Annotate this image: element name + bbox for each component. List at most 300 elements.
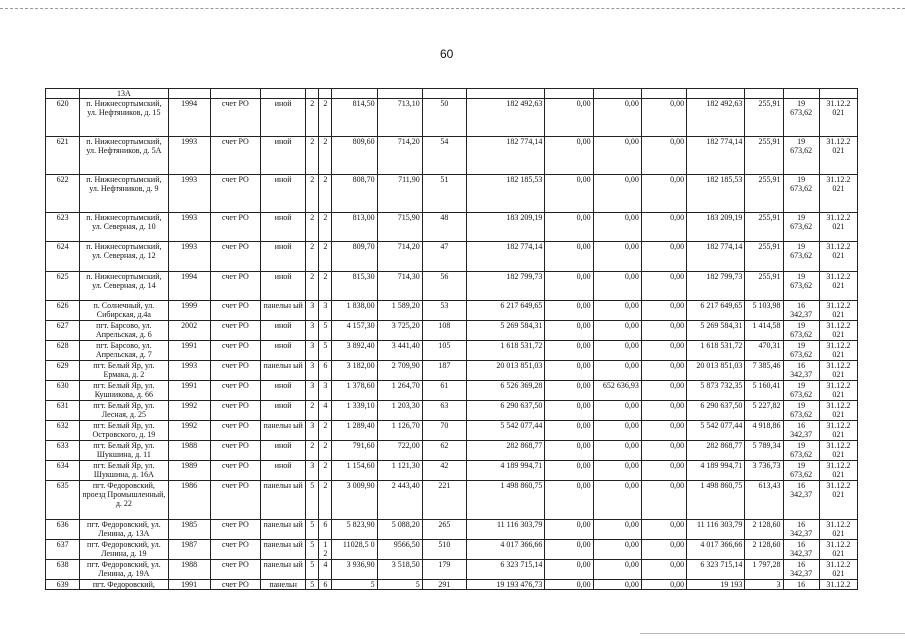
fund-account-cell: счет РО: [210, 441, 260, 461]
total-cost-cell: 6 290 637,50: [467, 401, 545, 421]
budget-local-cell: 0,00: [641, 175, 686, 213]
budget-federal-cell: 0,00: [545, 242, 593, 272]
year-built-cell: 1994: [168, 99, 210, 137]
fund-account-cell: счет РО: [210, 361, 260, 381]
year-built-cell: 1987: [168, 540, 210, 560]
budget-regional-cell: 0,00: [593, 137, 641, 175]
year-built-cell: 1993: [168, 175, 210, 213]
year-built-cell: 1991: [168, 341, 210, 361]
budget-federal-cell: 0,00: [545, 481, 593, 520]
budget-regional-cell: 0,00: [593, 242, 641, 272]
table-row: [46, 341, 858, 361]
fund-account-cell: счет РО: [210, 99, 260, 137]
row-number-cell: 624: [46, 242, 80, 272]
cost-per-sqm-cell: 255,91: [745, 213, 783, 242]
address-cell: пгт. Федоровский,: [80, 580, 168, 590]
row-number-cell: 630: [46, 381, 80, 401]
table-row: [46, 461, 858, 481]
budget-local-cell: 0,00: [641, 481, 686, 520]
floors-min-cell: 2: [306, 401, 319, 421]
fund-account-cell: счет РО: [210, 301, 260, 321]
budget-regional-cell: 0,00: [593, 540, 641, 560]
wall-material-cell: панельн ый: [261, 540, 306, 560]
living-area-cell: 1 121,30: [377, 461, 422, 481]
residents-cell: 42: [422, 461, 466, 481]
cost-per-sqm-cell: 255,91: [745, 99, 783, 137]
total-area-cell: 1 154,60: [332, 461, 377, 481]
budget-regional-cell: 652 636,93: [593, 381, 641, 401]
limit-cost-sqm-cell: 19 673,62: [783, 461, 819, 481]
wall-material-cell: иной: [261, 441, 306, 461]
living-area-cell: 711,90: [377, 175, 422, 213]
residents-cell: 291: [422, 580, 466, 590]
total-area-cell: 3 182,00: [332, 361, 377, 381]
total-cost-cell: 5 542 077,44: [467, 421, 545, 441]
budget-federal-cell: 0,00: [545, 321, 593, 341]
total-cost-cell: 19 193 476,73: [467, 580, 545, 590]
living-area-cell: 714,30: [377, 272, 422, 301]
budget-regional-cell: 0,00: [593, 560, 641, 580]
fund-account-cell: счет РО: [210, 520, 260, 540]
address-cell: пгт. Федоровский, ул. Ленина, д. 19А: [80, 560, 168, 580]
row-number-cell: 622: [46, 175, 80, 213]
living-area-cell: 3 518,50: [377, 560, 422, 580]
living-area-cell: 5: [377, 580, 422, 590]
budget-local-cell: 0,00: [641, 361, 686, 381]
row-number-cell: 632: [46, 421, 80, 441]
budget-federal-cell: 0,00: [545, 560, 593, 580]
wall-material-cell: панельн: [261, 580, 306, 590]
address-cell: пгт. Белый Яр, ул. Островского, д. 19: [80, 421, 168, 441]
planned-date-cell: 31.12.2 021: [819, 175, 857, 213]
living-area-cell: 714,20: [377, 242, 422, 272]
total-cost-cell: 182 774,14: [467, 137, 545, 175]
wall-material-cell: иной: [261, 381, 306, 401]
address-cell: пгт. Белый Яр, ул. Лесная, д. 25: [80, 401, 168, 421]
total-area-cell: 814,50: [332, 99, 377, 137]
living-area-cell: 5 088,20: [377, 520, 422, 540]
owners-funds-cell: 5 542 077,44: [687, 421, 745, 441]
residents-cell: 108: [422, 321, 466, 341]
wall-material-cell: панельн ый: [261, 520, 306, 540]
year-built-cell: 1999: [168, 301, 210, 321]
floors-max-cell: 4: [319, 560, 332, 580]
table-row: [46, 540, 858, 560]
table-row: [46, 272, 858, 301]
prev-row-tail: 13А: [80, 89, 168, 99]
total-area-cell: 1 838,00: [332, 301, 377, 321]
address-cell: п. Нижнесортымский, ул. Северная, д. 14: [80, 272, 168, 301]
cost-per-sqm-cell: 5 789,34: [745, 441, 783, 461]
row-number-cell: 629: [46, 361, 80, 381]
cost-per-sqm-cell: 2 128,60: [745, 540, 783, 560]
floors-max-cell: 3: [319, 381, 332, 401]
residents-cell: 50: [422, 99, 466, 137]
total-cost-cell: 183 209,19: [467, 213, 545, 242]
limit-cost-sqm-cell: 16 342,37: [783, 560, 819, 580]
table-row: [46, 175, 858, 213]
wall-material-cell: панельн ый: [261, 361, 306, 381]
address-cell: пгт. Барсово, ул. Апрельская, д. 6: [80, 321, 168, 341]
budget-regional-cell: 0,00: [593, 301, 641, 321]
total-cost-cell: 182 492,63: [467, 99, 545, 137]
budget-federal-cell: 0,00: [545, 213, 593, 242]
year-built-cell: 1988: [168, 441, 210, 461]
owners-funds-cell: 5 873 732,35: [687, 381, 745, 401]
year-built-cell: 1992: [168, 421, 210, 441]
floors-max-cell: 2: [319, 272, 332, 301]
owners-funds-cell: 282 868,77: [687, 441, 745, 461]
row-number-cell: 620: [46, 99, 80, 137]
planned-date-cell: 31.12.2 021: [819, 213, 857, 242]
address-cell: пгт. Белый Яр, ул. Ермака, д. 2: [80, 361, 168, 381]
planned-date-cell: 31.12.2 021: [819, 481, 857, 520]
table-row: [46, 99, 858, 137]
residents-cell: 48: [422, 213, 466, 242]
cost-per-sqm-cell: 1 797,28: [745, 560, 783, 580]
floors-max-cell: 1 2: [319, 540, 332, 560]
residents-cell: 179: [422, 560, 466, 580]
floors-max-cell: 2: [319, 213, 332, 242]
planned-date-cell: 31.12.2 021: [819, 242, 857, 272]
living-area-cell: 2 709,90: [377, 361, 422, 381]
total-area-cell: 1 339,10: [332, 401, 377, 421]
limit-cost-sqm-cell: 19 673,62: [783, 213, 819, 242]
living-area-cell: 1 203,30: [377, 401, 422, 421]
living-area-cell: 715,90: [377, 213, 422, 242]
total-area-cell: 4 157,30: [332, 321, 377, 341]
fund-account-cell: счет РО: [210, 381, 260, 401]
budget-federal-cell: 0,00: [545, 381, 593, 401]
year-built-cell: 1991: [168, 381, 210, 401]
total-cost-cell: 20 013 851,03: [467, 361, 545, 381]
budget-federal-cell: 0,00: [545, 137, 593, 175]
budget-local-cell: 0,00: [641, 580, 686, 590]
owners-funds-cell: 6 217 649,65: [687, 301, 745, 321]
residents-cell: 221: [422, 481, 466, 520]
fund-account-cell: счет РО: [210, 421, 260, 441]
budget-regional-cell: 0,00: [593, 213, 641, 242]
planned-date-cell: 31.12.2 021: [819, 321, 857, 341]
table-row: [46, 421, 858, 441]
floors-min-cell: 2: [306, 242, 319, 272]
cost-per-sqm-cell: 470,31: [745, 341, 783, 361]
owners-funds-cell: 1 618 531,72: [687, 341, 745, 361]
budget-regional-cell: 0,00: [593, 175, 641, 213]
scan-edge-top: [0, 8, 905, 9]
fund-account-cell: счет РО: [210, 321, 260, 341]
planned-date-cell: 31.12.2 021: [819, 99, 857, 137]
cost-per-sqm-cell: 3: [745, 580, 783, 590]
budget-local-cell: 0,00: [641, 560, 686, 580]
limit-cost-sqm-cell: 19 673,62: [783, 175, 819, 213]
wall-material-cell: иной: [261, 341, 306, 361]
planned-date-cell: 31.12.2 021: [819, 520, 857, 540]
year-built-cell: 1993: [168, 242, 210, 272]
table-row: [46, 361, 858, 381]
fund-account-cell: счет РО: [210, 580, 260, 590]
floors-max-cell: 6: [319, 361, 332, 381]
living-area-cell: 722,00: [377, 441, 422, 461]
total-area-cell: 809,70: [332, 242, 377, 272]
row-number-cell: 635: [46, 481, 80, 520]
owners-funds-cell: 1 498 860,75: [687, 481, 745, 520]
table-row: [46, 381, 858, 401]
planned-date-cell: 31.12.2 021: [819, 381, 857, 401]
row-number-cell: 636: [46, 520, 80, 540]
floors-min-cell: 2: [306, 272, 319, 301]
floors-max-cell: 6: [319, 580, 332, 590]
wall-material-cell: иной: [261, 401, 306, 421]
floors-min-cell: 3: [306, 321, 319, 341]
address-cell: п. Нижнесортымский, ул. Нефтяников, д. 15: [80, 99, 168, 137]
row-number-cell: 625: [46, 272, 80, 301]
floors-min-cell: 3: [306, 461, 319, 481]
budget-federal-cell: 0,00: [545, 341, 593, 361]
budget-federal-cell: 0,00: [545, 421, 593, 441]
budget-federal-cell: 0,00: [545, 441, 593, 461]
cost-per-sqm-cell: 5 160,41: [745, 381, 783, 401]
total-area-cell: 813,00: [332, 213, 377, 242]
residents-cell: 63: [422, 401, 466, 421]
year-built-cell: 1985: [168, 520, 210, 540]
total-area-cell: 3 892,40: [332, 341, 377, 361]
wall-material-cell: иной: [261, 99, 306, 137]
table-row: [46, 560, 858, 580]
table-row: [46, 441, 858, 461]
limit-cost-sqm-cell: 19 673,62: [783, 137, 819, 175]
floors-min-cell: 3: [306, 301, 319, 321]
row-number-cell: 638: [46, 560, 80, 580]
planned-date-cell: 31.12.2 021: [819, 341, 857, 361]
table-row-continued: [46, 89, 858, 99]
floors-min-cell: 5: [306, 520, 319, 540]
limit-cost-sqm-cell: 16 342,37: [783, 301, 819, 321]
total-area-cell: 815,30: [332, 272, 377, 301]
owners-funds-cell: 182 492,63: [687, 99, 745, 137]
budget-regional-cell: 0,00: [593, 421, 641, 441]
living-area-cell: 1 264,70: [377, 381, 422, 401]
total-cost-cell: 4 017 366,66: [467, 540, 545, 560]
owners-funds-cell: 20 013 851,03: [687, 361, 745, 381]
total-cost-cell: 11 116 303,79: [467, 520, 545, 540]
living-area-cell: 9566,50: [377, 540, 422, 560]
limit-cost-sqm-cell: 16: [783, 580, 819, 590]
table-row: [46, 580, 858, 590]
owners-funds-cell: 182 185,53: [687, 175, 745, 213]
budget-federal-cell: 0,00: [545, 540, 593, 560]
wall-material-cell: иной: [261, 321, 306, 341]
budget-federal-cell: 0,00: [545, 99, 593, 137]
cost-per-sqm-cell: 1 414,58: [745, 321, 783, 341]
year-built-cell: 1993: [168, 213, 210, 242]
floors-max-cell: 2: [319, 421, 332, 441]
floors-max-cell: 2: [319, 242, 332, 272]
floors-min-cell: 2: [306, 213, 319, 242]
budget-federal-cell: 0,00: [545, 461, 593, 481]
wall-material-cell: панельн ый: [261, 421, 306, 441]
wall-material-cell: иной: [261, 137, 306, 175]
planned-date-cell: 31.12.2 021: [819, 301, 857, 321]
budget-federal-cell: 0,00: [545, 361, 593, 381]
planned-date-cell: 31.12.2 021: [819, 441, 857, 461]
total-cost-cell: 5 269 584,31: [467, 321, 545, 341]
row-number-cell: 628: [46, 341, 80, 361]
limit-cost-sqm-cell: 16 342,37: [783, 421, 819, 441]
residents-cell: 510: [422, 540, 466, 560]
address-cell: пгт. Федоровский, проезд Промышленный, д. 22: [80, 481, 168, 520]
wall-material-cell: иной: [261, 242, 306, 272]
residents-cell: 105: [422, 341, 466, 361]
cost-per-sqm-cell: 2 128,60: [745, 520, 783, 540]
budget-regional-cell: 0,00: [593, 321, 641, 341]
owners-funds-cell: 182 799,73: [687, 272, 745, 301]
limit-cost-sqm-cell: 16 342,37: [783, 481, 819, 520]
wall-material-cell: панельн ый: [261, 560, 306, 580]
address-cell: п. Нижнесортымский, ул. Северная, д. 12: [80, 242, 168, 272]
year-built-cell: 1993: [168, 137, 210, 175]
total-area-cell: 5 823,90: [332, 520, 377, 540]
year-built-cell: 1992: [168, 401, 210, 421]
fund-account-cell: счет РО: [210, 213, 260, 242]
budget-local-cell: 0,00: [641, 242, 686, 272]
owners-funds-cell: 182 774,14: [687, 137, 745, 175]
cost-per-sqm-cell: 255,91: [745, 137, 783, 175]
address-cell: п. Нижнесортымский, ул. Северная, д. 10: [80, 213, 168, 242]
cost-per-sqm-cell: 4 918,86: [745, 421, 783, 441]
cost-per-sqm-cell: 7 385,46: [745, 361, 783, 381]
budget-local-cell: 0,00: [641, 421, 686, 441]
planned-date-cell: 31.12.2 021: [819, 272, 857, 301]
table-row: [46, 242, 858, 272]
floors-min-cell: 3: [306, 341, 319, 361]
limit-cost-sqm-cell: 19 673,62: [783, 441, 819, 461]
fund-account-cell: счет РО: [210, 175, 260, 213]
floors-min-cell: 5: [306, 560, 319, 580]
row-number-cell: 639: [46, 580, 80, 590]
fund-account-cell: счет РО: [210, 461, 260, 481]
limit-cost-sqm-cell: 16 342,37: [783, 520, 819, 540]
row-number-cell: 621: [46, 137, 80, 175]
planned-date-cell: 31.12.2 021: [819, 137, 857, 175]
budget-local-cell: 0,00: [641, 99, 686, 137]
planned-date-cell: 31.12.2 021: [819, 560, 857, 580]
cost-per-sqm-cell: 3 736,73: [745, 461, 783, 481]
wall-material-cell: иной: [261, 175, 306, 213]
address-cell: пгт. Белый Яр, ул. Шукшина, д. 11: [80, 441, 168, 461]
residents-cell: 265: [422, 520, 466, 540]
budget-local-cell: 0,00: [641, 520, 686, 540]
living-area-cell: 3 441,40: [377, 341, 422, 361]
address-cell: пгт. Барсово, ул. Апрельская, д. 7: [80, 341, 168, 361]
floors-min-cell: 5: [306, 580, 319, 590]
total-cost-cell: 1 498 860,75: [467, 481, 545, 520]
floors-min-cell: 2: [306, 99, 319, 137]
budget-local-cell: 0,00: [641, 213, 686, 242]
budget-local-cell: 0,00: [641, 540, 686, 560]
address-cell: пгт. Федоровский, ул. Ленина, д. 13А: [80, 520, 168, 540]
total-cost-cell: 6 526 369,28: [467, 381, 545, 401]
limit-cost-sqm-cell: 19 673,62: [783, 242, 819, 272]
cost-per-sqm-cell: 255,91: [745, 175, 783, 213]
owners-funds-cell: 6 323 715,14: [687, 560, 745, 580]
budget-local-cell: 0,00: [641, 321, 686, 341]
row-number-cell: 623: [46, 213, 80, 242]
living-area-cell: 1 589,20: [377, 301, 422, 321]
row-number-cell: 631: [46, 401, 80, 421]
residents-cell: 53: [422, 301, 466, 321]
address-cell: п. Солнечный, ул. Сибирская, д.4а: [80, 301, 168, 321]
planned-date-cell: 31.12.2: [819, 580, 857, 590]
row-number-cell: 634: [46, 461, 80, 481]
wall-material-cell: иной: [261, 272, 306, 301]
owners-funds-cell: 19 193: [687, 580, 745, 590]
cost-per-sqm-cell: 5 103,98: [745, 301, 783, 321]
table-row: [46, 321, 858, 341]
budget-local-cell: 0,00: [641, 441, 686, 461]
total-cost-cell: 182 774,14: [467, 242, 545, 272]
living-area-cell: 2 443,40: [377, 481, 422, 520]
page-number: 60: [440, 47, 454, 61]
year-built-cell: 1988: [168, 560, 210, 580]
budget-regional-cell: 0,00: [593, 341, 641, 361]
cost-per-sqm-cell: 255,91: [745, 242, 783, 272]
limit-cost-sqm-cell: 19 673,62: [783, 381, 819, 401]
budget-local-cell: 0,00: [641, 301, 686, 321]
planned-date-cell: 31.12.2 021: [819, 361, 857, 381]
residents-cell: 70: [422, 421, 466, 441]
budget-regional-cell: 0,00: [593, 481, 641, 520]
floors-max-cell: 2: [319, 441, 332, 461]
wall-material-cell: панельн ый: [261, 301, 306, 321]
total-area-cell: 808,70: [332, 175, 377, 213]
limit-cost-sqm-cell: 16 342,37: [783, 361, 819, 381]
floors-max-cell: 5: [319, 341, 332, 361]
floors-min-cell: 3: [306, 381, 319, 401]
floors-max-cell: 3: [319, 301, 332, 321]
owners-funds-cell: 4 189 994,71: [687, 461, 745, 481]
floors-max-cell: 6: [319, 520, 332, 540]
row-number-cell: 637: [46, 540, 80, 560]
limit-cost-sqm-cell: 16 342,37: [783, 540, 819, 560]
owners-funds-cell: 4 017 366,66: [687, 540, 745, 560]
total-cost-cell: 4 189 994,71: [467, 461, 545, 481]
budget-regional-cell: 0,00: [593, 401, 641, 421]
owners-funds-cell: 6 290 637,50: [687, 401, 745, 421]
year-built-cell: 2002: [168, 321, 210, 341]
row-number-cell: 633: [46, 441, 80, 461]
floors-min-cell: 3: [306, 421, 319, 441]
residents-cell: 61: [422, 381, 466, 401]
living-area-cell: 3 725,20: [377, 321, 422, 341]
planned-date-cell: 31.12.2 021: [819, 540, 857, 560]
floors-min-cell: 5: [306, 540, 319, 560]
total-area-cell: 791,60: [332, 441, 377, 461]
fund-account-cell: счет РО: [210, 272, 260, 301]
planned-date-cell: 31.12.2 021: [819, 401, 857, 421]
floors-min-cell: 5: [306, 481, 319, 520]
total-area-cell: 3 936,90: [332, 560, 377, 580]
total-cost-cell: 1 618 531,72: [467, 341, 545, 361]
total-area-cell: 5: [332, 580, 377, 590]
address-cell: пгт. Белый Яр, ул. Кушникова, д. 66: [80, 381, 168, 401]
wall-material-cell: иной: [261, 213, 306, 242]
cost-per-sqm-cell: 613,43: [745, 481, 783, 520]
floors-max-cell: 5: [319, 321, 332, 341]
total-area-cell: 809,60: [332, 137, 377, 175]
fund-account-cell: счет РО: [210, 560, 260, 580]
owners-funds-cell: 183 209,19: [687, 213, 745, 242]
